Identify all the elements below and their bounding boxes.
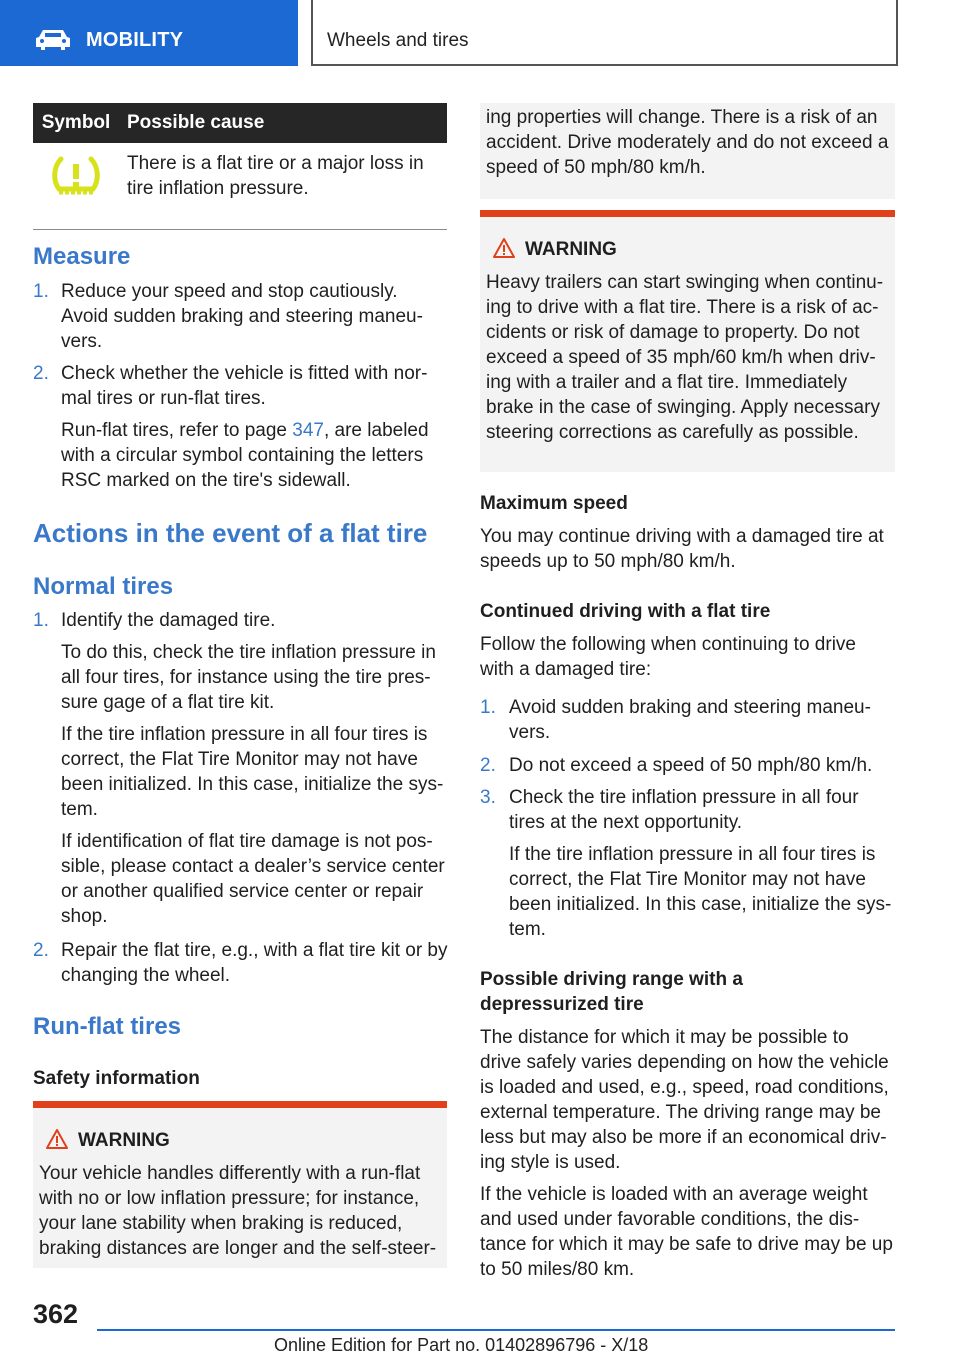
list-item: Do not exceed a speed of 50 mph/80 km/h.: [509, 755, 873, 776]
symbol-column-header: Symbol: [33, 103, 119, 143]
runflat-note: Run-flat tires, refer to page 347, are labeled with a circular symbol containing the letters RSC marked on the tire's sidewall.: [61, 420, 429, 491]
list-item: Identify the damaged tire. To do this, check the tire inflation pressure in all four tires, for instance using the tire pres- sure gage of a flat tire kit. If the tire inflation pressure in all four tires is correct, the Flat Tire Monitor may not have been initialized. In this case, initialize the sys- tem. If identification of flat tire damage is not pos- sible, please contact a dealer’s service center or another qualified service center or repair shop.: [61, 610, 445, 927]
driving-range-heading: Possible driving range with a depressurized tire: [480, 969, 743, 1015]
table-row: [33, 143, 447, 230]
warning-box: [33, 1101, 447, 1268]
safety-info-heading: Safety information: [33, 1068, 200, 1089]
chapter-box: [311, 0, 898, 66]
section-tab: [0, 0, 298, 66]
footer-divider: [97, 1329, 895, 1331]
page-number: 362: [33, 1299, 79, 1329]
warning-box: [480, 210, 895, 472]
list-number: 2.: [33, 940, 49, 961]
warning-label: WARNING: [525, 239, 617, 260]
continued-driving-heading: Continued driving with a flat tire: [480, 601, 771, 622]
car-icon: [34, 28, 72, 50]
list-item: Check whether the vehicle is fitted with nor- mal tires or run-flat tires.: [61, 363, 428, 409]
edition-text: Online Edition for Part no. 01402896796 - X/18: [274, 1335, 649, 1355]
list-item: Check the tire inflation pressure in all four tires at the next opportunity. If the tire inflation pressure in all four tires is correct, the Flat Tire Monitor may not have been initialized. In this case, initialize the sys- tem.: [509, 787, 892, 940]
page-header: [0, 0, 960, 66]
cause-column-header: Possible cause: [119, 103, 447, 143]
max-speed-heading: Maximum speed: [480, 493, 628, 514]
list-number: 1.: [33, 281, 49, 302]
list-number: 1.: [480, 697, 496, 718]
warning-triangle-icon: [45, 1128, 69, 1150]
warning-triangle-icon: [492, 237, 516, 259]
run-flat-heading: Run-flat tires: [33, 1013, 182, 1040]
normal-tires-heading: Normal tires: [33, 573, 174, 600]
list-item: Repair the flat tire, e.g., with a flat tire kit or by changing the wheel.: [61, 940, 448, 986]
cause-text-line: tire inflation pressure.: [127, 178, 309, 199]
symbol-table: [33, 103, 447, 230]
list-number: 2.: [33, 363, 49, 384]
section-title: MOBILITY: [86, 29, 184, 51]
actions-heading: Actions in the event of a flat tire: [33, 518, 428, 548]
cause-text-line: There is a flat tire or a major loss in: [127, 153, 424, 174]
list-item: Reduce your speed and stop cautiously. Avoid sudden braking and steering maneu- vers.: [61, 281, 423, 352]
continued-driving-text: Follow the following when continuing to drive with a damaged tire:: [480, 634, 856, 680]
list-number: 1.: [33, 610, 49, 631]
list-number: 3.: [480, 787, 496, 808]
warning-text: Heavy trailers can start swinging when continu- ing to drive with a flat tire. There is a risk of ac- cidents or risk of damage to property. Do not exceed a speed of 35 mph/60 km/h when driv- ing with a trailer and a flat tire. Immediately brake in the case of swinging. Apply necessary steering corrections as carefully as possible.: [486, 272, 884, 443]
driving-range-text: The distance for which it may be possible to drive safely varies depending on how the vehicle is loaded and used, e.g., speed, road conditions, external temperature. The driving range may be less but may also be more if an economical driv- ing style is used. If the vehicle is loaded with an average weight and used under favorable conditions, the dis- tance for which it may be safe to drive may be up to 50 miles/80 km.: [480, 1027, 893, 1280]
list-number: 2.: [480, 755, 496, 776]
max-speed-text: You may continue driving with a damaged tire at speeds up to 50 mph/80 km/h.: [480, 526, 884, 572]
list-item: Avoid sudden braking and steering maneu- vers.: [509, 697, 871, 743]
measure-heading: Measure: [33, 243, 131, 270]
warning-label: WARNING: [78, 1130, 170, 1151]
warning-text: Your vehicle handles differently with a run-flat with no or low inflation pressure; for instance, your lane stability when braking is reduced, braking distances are longer and the self-steer-: [39, 1163, 437, 1259]
tire-pressure-warning-icon: [51, 155, 101, 197]
page-reference-link[interactable]: 347: [292, 420, 324, 441]
chapter-title: Wheels and tires: [327, 30, 469, 51]
warning-continuation: ing properties will change. There is a risk of an accident. Drive moderately and do not exceed a speed of 50 mph/80 km/h.: [480, 103, 895, 199]
